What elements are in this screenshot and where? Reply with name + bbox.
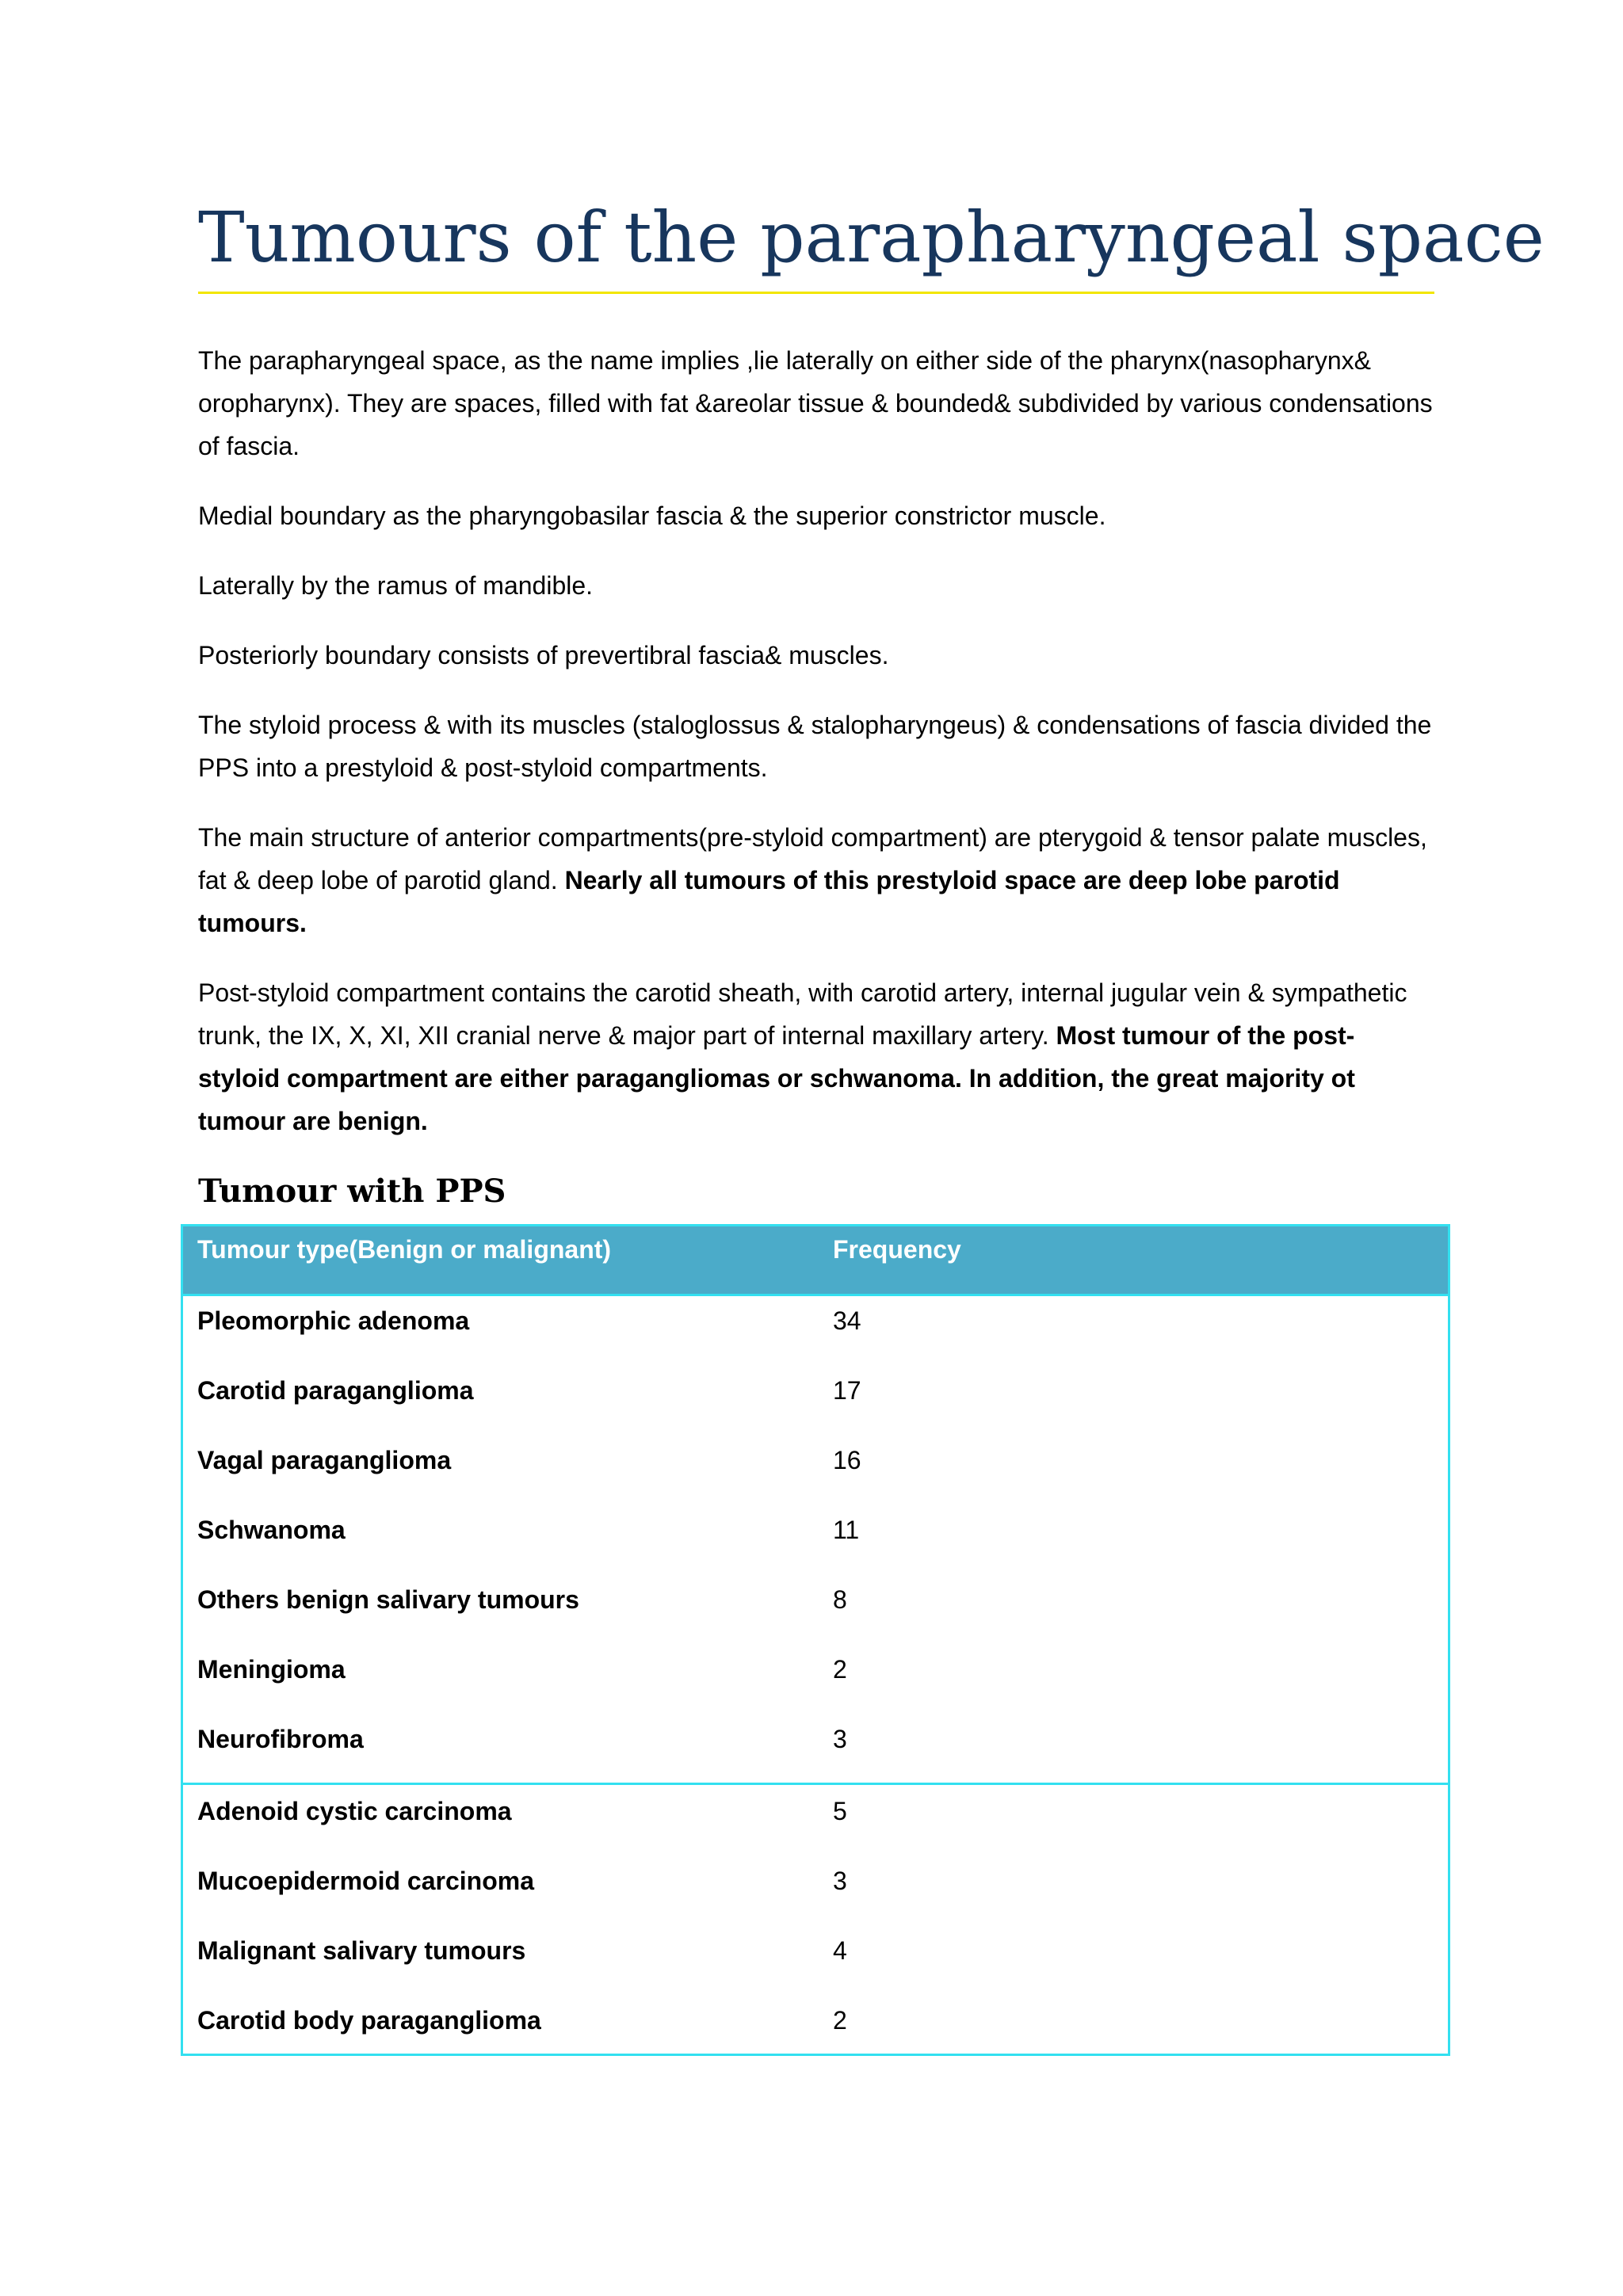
paragraph — [198, 816, 1434, 944]
table-header-tumour-type: Tumour type(Benign or malignant) — [197, 1235, 612, 1264]
table-row — [183, 1856, 1448, 1926]
paragraph-text: The parapharyngeal space, as the name implies ,lie laterally on either side of the pharynx(nasopharynx& oropharynx). They are spaces, filled with fat &areolar tissue & bounded& subdivided by various condensations of fascia. — [198, 346, 1433, 460]
tumour-type-cell: Schwanoma — [197, 1516, 346, 1544]
table-row — [183, 1505, 1448, 1575]
tumour-type-cell: Malignant salivary tumours — [197, 1936, 526, 1965]
tumour-type-cell: Neurofibroma — [197, 1725, 364, 1753]
table-row — [183, 1436, 1448, 1505]
tumour-type-cell: Vagal paraganglioma — [197, 1446, 452, 1474]
paragraph — [198, 971, 1434, 1142]
benign-malignant-divider — [183, 1783, 1448, 1785]
title-underline — [198, 292, 1434, 294]
paragraph-text: Post-styloid compartment contains the carotid sheath, with carotid artery, internal jugular vein & sympathetic trunk, the IX, X, XI, XII cranial nerve & major part of internal maxillary artery. — [198, 978, 1407, 1050]
table-row — [183, 1575, 1448, 1645]
frequency-cell: 11 — [833, 1516, 860, 1544]
paragraph-text: Laterally by the ramus of mandible. — [198, 571, 594, 600]
frequency-cell: 2 — [833, 2006, 847, 2035]
table-row — [183, 1645, 1448, 1714]
table-row — [183, 1714, 1448, 1784]
tumour-type-cell: Meningioma — [197, 1655, 346, 1684]
paragraph-bold-text: Nearly all tumours of this prestyloid space are deep lobe parotid tumours. — [198, 866, 1340, 937]
table-row — [183, 1787, 1448, 1856]
tumour-type-cell: Adenoid cystic carcinoma — [197, 1797, 512, 1825]
frequency-cell: 17 — [833, 1376, 861, 1405]
frequency-cell: 8 — [833, 1585, 847, 1614]
table-row — [183, 1996, 1448, 2065]
frequency-cell: 5 — [833, 1797, 847, 1825]
frequency-cell: 16 — [833, 1446, 861, 1474]
paragraph-bold-text: Most tumour of the post-styloid compartment are either paragangliomas or schwanoma. In addition, the great majority ot tumour are benign. — [198, 1021, 1355, 1135]
paragraph — [198, 339, 1434, 467]
table-row — [183, 1366, 1448, 1436]
table-row — [183, 1296, 1448, 1366]
paragraph-text: The styloid process & with its muscles (staloglossus & stalopharyngeus) & condensations of fascia divided the PPS into a prestyloid & post-styloid compartments. — [198, 711, 1432, 782]
header-divider — [183, 1294, 1448, 1296]
frequency-cell: 34 — [833, 1306, 861, 1335]
tumour-type-cell: Carotid paraganglioma — [197, 1376, 474, 1405]
paragraph-text: Posteriorly boundary consists of prevertibral fascia& muscles. — [198, 641, 889, 669]
table-header-row — [183, 1226, 1448, 1296]
paragraph-text: Medial boundary as the pharyngobasilar fascia & the superior constrictor muscle. — [198, 502, 1106, 530]
body-text — [198, 339, 1434, 1169]
section-heading: Tumour with PPS — [198, 1173, 506, 1210]
table-row — [183, 1926, 1448, 1996]
tumour-type-cell: Pleomorphic adenoma — [197, 1306, 470, 1335]
page-title: Tumours of the parapharyngeal space — [198, 196, 1545, 278]
paragraph-text: The main structure of anterior compartments(pre-styloid compartment) are pterygoid & tensor palate muscles, fat & deep lobe of parotid gland. — [198, 823, 1427, 894]
frequency-cell: 4 — [833, 1936, 847, 1965]
tumour-type-cell: Mucoepidermoid carcinoma — [197, 1867, 534, 1895]
table-header-frequency: Frequency — [833, 1235, 961, 1264]
paragraph — [198, 634, 1434, 677]
tumour-type-cell: Others benign salivary tumours — [197, 1585, 579, 1614]
tumour-frequency-table — [181, 1224, 1450, 2056]
paragraph — [198, 564, 1434, 607]
frequency-cell: 3 — [833, 1725, 847, 1753]
frequency-cell: 3 — [833, 1867, 847, 1895]
paragraph — [198, 704, 1434, 789]
tumour-type-cell: Carotid body paraganglioma — [197, 2006, 541, 2035]
frequency-cell: 2 — [833, 1655, 847, 1684]
paragraph — [198, 494, 1434, 537]
